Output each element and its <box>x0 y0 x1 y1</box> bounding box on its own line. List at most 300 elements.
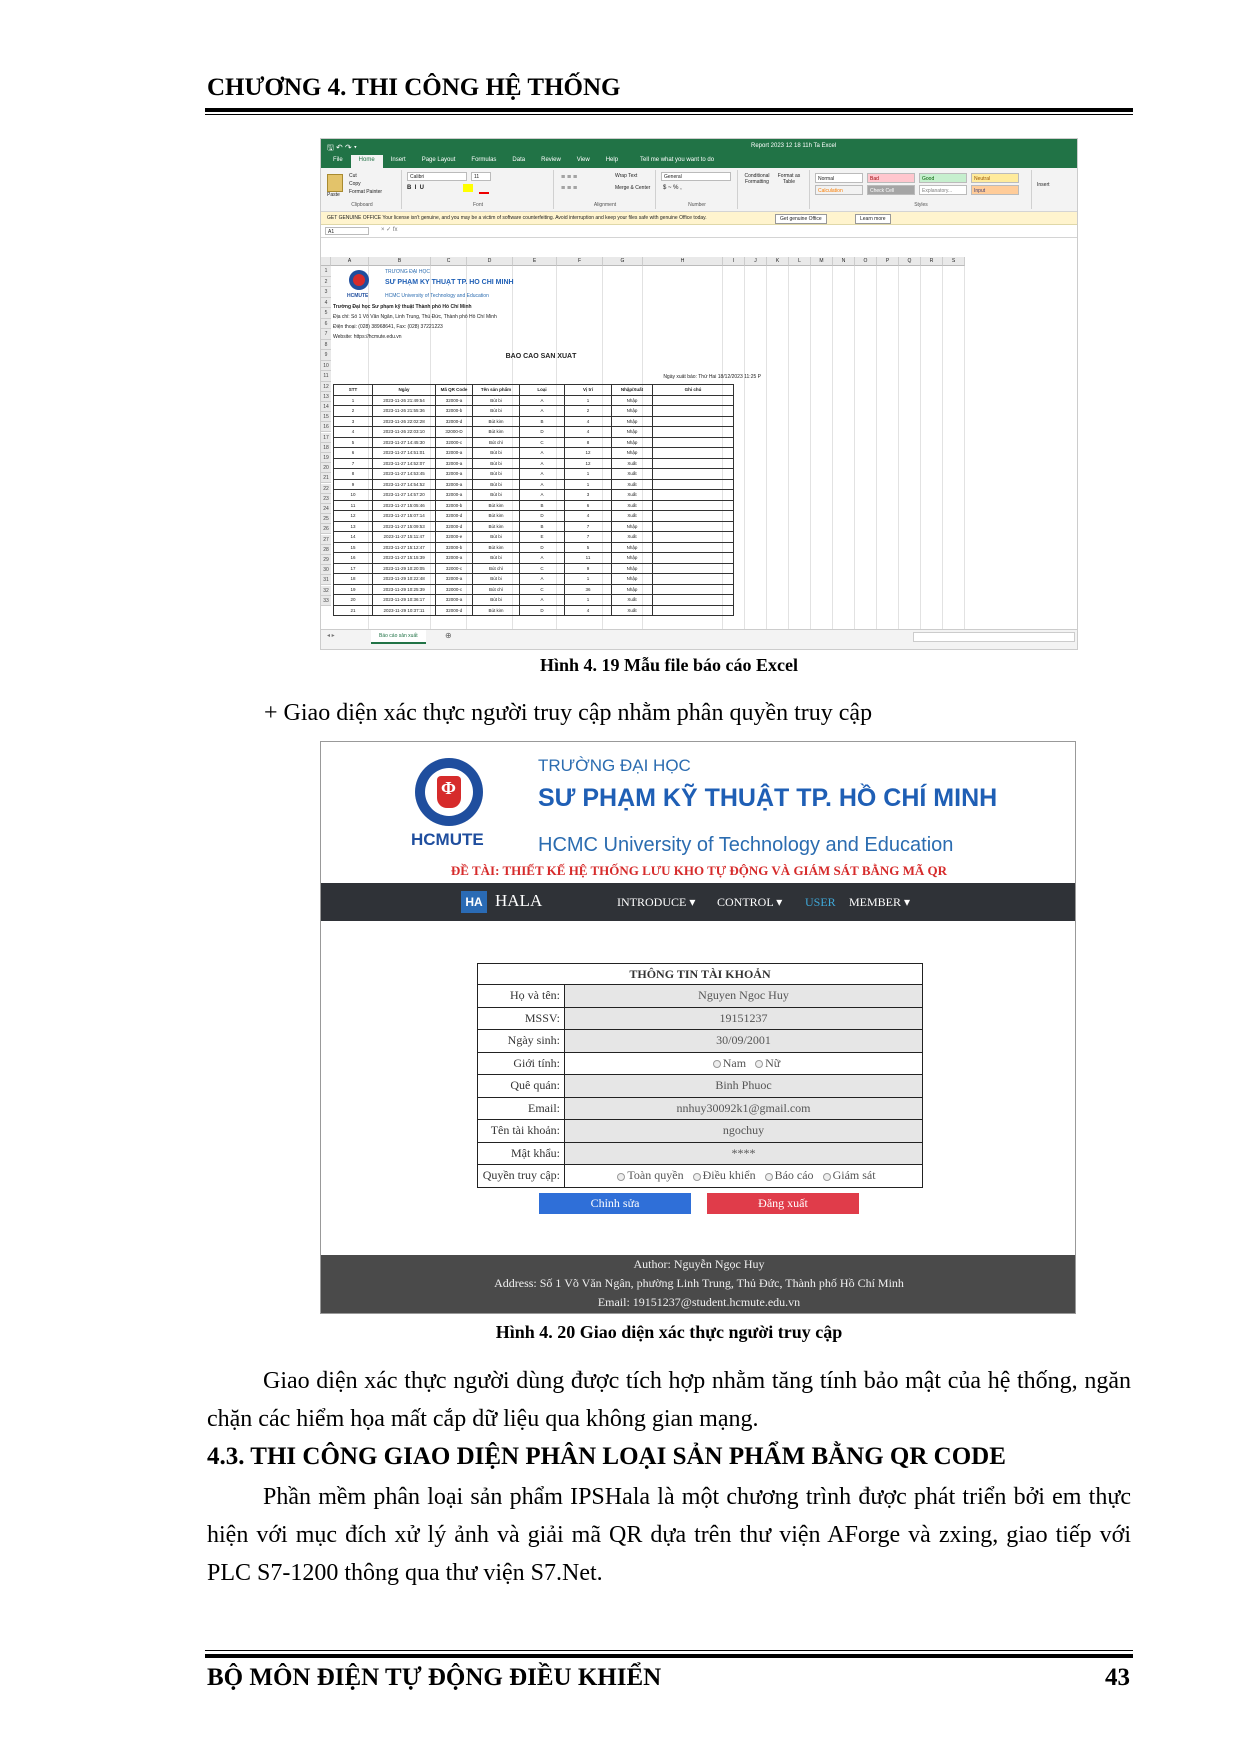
sheet-nav-arrows[interactable]: ◂ ▸ <box>327 633 335 639</box>
table-cell[interactable]: 2 <box>565 406 612 417</box>
table-cell[interactable] <box>653 595 734 606</box>
table-cell[interactable]: Nhập <box>612 584 653 595</box>
row-header[interactable]: 26 <box>321 524 331 534</box>
table-cell[interactable]: B <box>520 521 565 532</box>
table-cell[interactable]: 12 <box>565 458 612 469</box>
merge-center-button[interactable]: Merge & Center <box>615 185 651 191</box>
row-header[interactable]: 9 <box>321 350 331 361</box>
table-cell[interactable]: 13 <box>334 521 373 532</box>
gender-female-radio[interactable] <box>755 1060 763 1068</box>
table-cell[interactable]: 2023-11-26 21:49:54 <box>373 395 436 406</box>
column-header[interactable]: S <box>943 257 965 266</box>
table-cell[interactable]: Bút kim <box>473 500 520 511</box>
table-cell[interactable]: 2023-11-29 10:22:48 <box>373 574 436 585</box>
table-cell[interactable]: Xuất <box>612 469 653 480</box>
paste-icon[interactable] <box>327 174 343 192</box>
table-cell[interactable]: 12 <box>334 511 373 522</box>
table-cell[interactable]: A <box>520 490 565 501</box>
row-header[interactable]: 12 <box>321 382 331 392</box>
table-cell[interactable] <box>653 395 734 406</box>
column-header[interactable]: D <box>467 257 513 266</box>
table-cell[interactable]: 2023-11-27 14:51:01 <box>373 448 436 459</box>
table-cell[interactable]: Bút bi <box>473 458 520 469</box>
table-cell[interactable]: A <box>520 458 565 469</box>
style-input[interactable]: Input <box>971 185 1019 195</box>
nav-control[interactable]: CONTROL ▾ <box>717 895 783 909</box>
table-cell[interactable]: A <box>520 448 565 459</box>
password-field[interactable]: **** <box>565 1142 923 1165</box>
row-header[interactable]: 20 <box>321 463 331 473</box>
gender-male-radio[interactable] <box>713 1060 721 1068</box>
table-cell[interactable] <box>653 521 734 532</box>
number-format-select[interactable]: General <box>661 172 731 181</box>
table-cell[interactable]: Xuất <box>612 500 653 511</box>
column-header[interactable]: H <box>643 257 723 266</box>
table-cell[interactable] <box>653 563 734 574</box>
table-cell[interactable]: 32000-b <box>436 406 473 417</box>
table-cell[interactable]: C <box>520 437 565 448</box>
table-cell[interactable]: Xuất <box>612 595 653 606</box>
table-cell[interactable]: Nhập <box>612 395 653 406</box>
table-cell[interactable]: 2023-11-27 15:07:14 <box>373 511 436 522</box>
table-cell[interactable]: 7 <box>565 521 612 532</box>
table-cell[interactable]: 4 <box>565 427 612 438</box>
table-cell[interactable]: Bút bi <box>473 479 520 490</box>
style-calculation[interactable]: Calculation <box>815 185 863 195</box>
style-good[interactable]: Good <box>919 173 967 183</box>
table-cell[interactable]: 11 <box>334 500 373 511</box>
table-cell[interactable]: 15 <box>334 542 373 553</box>
font-size-select[interactable]: 11 <box>471 172 491 181</box>
row-header[interactable]: 18 <box>321 443 331 453</box>
table-cell[interactable]: Nhập <box>612 542 653 553</box>
table-row <box>334 574 734 585</box>
table-row <box>334 427 734 438</box>
column-header[interactable]: E <box>513 257 557 266</box>
table-cell[interactable] <box>653 448 734 459</box>
tab-insert[interactable]: Insert <box>390 157 406 163</box>
style-bad[interactable]: Bad <box>867 173 915 183</box>
row-header[interactable]: 15 <box>321 412 331 422</box>
style-check-cell[interactable]: Check Cell <box>867 185 915 195</box>
table-cell[interactable]: Bút kim <box>473 416 520 427</box>
row-header[interactable]: 32 <box>321 586 331 596</box>
table-cell[interactable]: 2023-11-26 22:02:28 <box>373 416 436 427</box>
table-cell[interactable]: Xuất <box>612 532 653 543</box>
nav-introduce[interactable]: INTRODUCE ▾ <box>617 895 696 909</box>
table-cell[interactable]: D <box>520 542 565 553</box>
table-cell[interactable] <box>653 574 734 585</box>
table-cell[interactable]: A <box>520 479 565 490</box>
table-cell[interactable]: 2023-11-27 15:12:47 <box>373 542 436 553</box>
quick-access-toolbar[interactable]: 🖫 ↶ ↷ ▾ <box>327 143 357 152</box>
table-cell[interactable]: Nhập <box>612 427 653 438</box>
table-cell[interactable]: 8 <box>334 469 373 480</box>
table-cell[interactable]: 32000-d <box>436 416 473 427</box>
align-icons-2[interactable]: ≡ ≡ ≡ <box>561 185 578 192</box>
row-header[interactable]: 21 <box>321 473 331 483</box>
name-box[interactable]: A1 <box>325 227 369 235</box>
fill-color-icon[interactable] <box>463 184 473 192</box>
table-cell[interactable]: 2023-11-29 10:36:17 <box>373 595 436 606</box>
gender-field <box>565 1052 923 1075</box>
table-cell[interactable]: Xuất <box>612 605 653 616</box>
table-cell[interactable]: Bút bi <box>473 395 520 406</box>
nav-logo-icon[interactable]: HA <box>461 891 487 913</box>
table-cell[interactable]: 9 <box>334 479 373 490</box>
table-cell[interactable]: 32000-a <box>436 469 473 480</box>
tell-me-search[interactable]: Tell me what you want to do <box>640 157 715 163</box>
table-cell[interactable]: Bút bi <box>473 553 520 564</box>
style-explanatory[interactable]: Explanatory... <box>919 185 967 195</box>
row-header[interactable]: 17 <box>321 433 331 443</box>
table-cell[interactable]: 20 <box>334 595 373 606</box>
tab-help[interactable]: Help <box>605 157 619 163</box>
table-cell[interactable]: Bút bi <box>473 532 520 543</box>
row-header[interactable]: 27 <box>321 535 331 545</box>
styles-group <box>811 170 1032 209</box>
table-cell[interactable]: Xuất <box>612 490 653 501</box>
tab-review[interactable]: Review <box>541 157 561 163</box>
table-cell[interactable]: A <box>520 574 565 585</box>
table-cell[interactable]: 32000-a <box>436 490 473 501</box>
row-header[interactable]: 25 <box>321 514 331 524</box>
table-cell[interactable] <box>653 500 734 511</box>
table-cell[interactable]: 10 <box>334 490 373 501</box>
learn-more-button[interactable]: Learn more <box>855 214 891 224</box>
table-row <box>334 458 734 469</box>
row-header[interactable]: 33 <box>321 596 331 606</box>
logout-button[interactable]: Đăng xuất <box>707 1193 859 1214</box>
nav-brand[interactable]: HALA <box>495 891 543 910</box>
table-cell[interactable]: 14 <box>334 532 373 543</box>
wrap-text-button[interactable]: Wrap Text <box>615 173 638 179</box>
table-cell[interactable]: A <box>520 395 565 406</box>
table-cell[interactable]: 4 <box>334 427 373 438</box>
table-cell[interactable]: Bút bi <box>473 595 520 606</box>
row-header[interactable]: 19 <box>321 453 331 463</box>
column-header[interactable]: M <box>811 257 833 266</box>
table-cell[interactable]: 2023-11-27 15:09:53 <box>373 521 436 532</box>
row-header[interactable]: 4 <box>321 298 331 309</box>
table-cell[interactable]: Bút chì <box>473 584 520 595</box>
table-cell[interactable]: 18 <box>334 574 373 585</box>
table-cell[interactable]: Bút chì <box>473 437 520 448</box>
conditional-formatting-button[interactable]: Conditional Formatting <box>744 173 770 185</box>
table-cell[interactable]: Bút chì <box>473 563 520 574</box>
table-cell[interactable]: 2023-11-27 14:45:30 <box>373 437 436 448</box>
column-header[interactable]: F <box>557 257 603 266</box>
table-cell[interactable] <box>653 406 734 417</box>
table-cell[interactable]: Xuất <box>612 511 653 522</box>
table-cell[interactable]: 2023-11-26 21:55:36 <box>373 406 436 417</box>
row-header[interactable]: 31 <box>321 575 331 585</box>
table-cell[interactable]: 5 <box>334 437 373 448</box>
row-header[interactable]: 23 <box>321 494 331 504</box>
column-header[interactable]: P <box>877 257 899 266</box>
tab-page-layout[interactable]: Page Layout <box>421 157 456 163</box>
select-all-corner[interactable] <box>321 257 331 266</box>
table-cell[interactable]: 12 <box>565 448 612 459</box>
table-cell[interactable]: Bút bi <box>473 469 520 480</box>
copy-button[interactable]: Copy <box>349 181 361 187</box>
row-header[interactable]: 14 <box>321 402 331 412</box>
table-cell[interactable] <box>653 584 734 595</box>
table-cell[interactable]: A <box>520 553 565 564</box>
table-cell[interactable]: 1 <box>334 395 373 406</box>
row-header[interactable]: 5 <box>321 308 331 319</box>
footer-email[interactable]: Email: 19151237@student.hcmute.edu.vn <box>597 1295 801 1309</box>
table-cell[interactable]: Bút bi <box>473 490 520 501</box>
table-cell[interactable]: 32000-c <box>436 563 473 574</box>
tab-data[interactable]: Data <box>512 157 526 163</box>
font-name-select[interactable]: Calibri <box>407 172 467 181</box>
email-field[interactable]: nnhuy30092k1@gmail.com <box>565 1097 923 1120</box>
table-cell[interactable]: A <box>520 406 565 417</box>
table-cell[interactable]: A <box>520 595 565 606</box>
license-warning-bar <box>321 212 1077 225</box>
table-cell[interactable]: 32000-b <box>436 500 473 511</box>
table-cell[interactable]: 9 <box>565 563 612 574</box>
row-header[interactable]: 28 <box>321 545 331 555</box>
table-cell[interactable]: 3 <box>565 490 612 501</box>
table-cell[interactable]: 11 <box>565 553 612 564</box>
align-icons[interactable]: ≡ ≡ ≡ <box>561 174 578 181</box>
table-cell[interactable]: 36 <box>565 584 612 595</box>
table-cell[interactable]: 21 <box>334 605 373 616</box>
table-cell[interactable]: 32000-a <box>436 458 473 469</box>
table-cell[interactable]: 7 <box>334 458 373 469</box>
sheet-tab[interactable]: Báo cáo sản xuất <box>371 630 426 644</box>
perm-control-radio[interactable] <box>693 1173 701 1181</box>
table-cell[interactable]: 32000-a <box>436 479 473 490</box>
column-header[interactable]: J <box>745 257 767 266</box>
table-cell[interactable]: B <box>520 500 565 511</box>
table-cell[interactable]: 2023-11-29 10:20:05 <box>373 563 436 574</box>
insert-cells-button[interactable]: Insert <box>1037 182 1050 188</box>
table-cell[interactable]: Bút kim <box>473 511 520 522</box>
table-cell[interactable]: E <box>520 532 565 543</box>
get-genuine-button[interactable]: Get genuine Office <box>775 214 827 224</box>
number-icons[interactable]: $ ~ % , <box>663 185 682 191</box>
tab-home[interactable]: Home <box>351 155 383 168</box>
row-header[interactable]: 3 <box>321 287 331 298</box>
table-cell[interactable]: 32000-c <box>436 584 473 595</box>
table-cell[interactable]: Nhập <box>612 521 653 532</box>
table-cell[interactable]: Nhập <box>612 416 653 427</box>
table-cell[interactable] <box>653 427 734 438</box>
table-cell[interactable]: 8 <box>565 437 612 448</box>
table-cell[interactable]: 6 <box>334 448 373 459</box>
row-header[interactable]: 24 <box>321 504 331 514</box>
style-normal[interactable]: Normal <box>815 173 863 183</box>
horizontal-scrollbar[interactable] <box>913 632 1075 642</box>
table-cell[interactable]: D <box>520 427 565 438</box>
table-cell[interactable]: Nhập <box>612 437 653 448</box>
table-cell[interactable]: Nhập <box>612 563 653 574</box>
project-topic: ĐỀ TÀI: THIẾT KẾ HỆ THỐNG LƯU KHO TỰ ĐỘNG VÀ GIÁM SÁT BẰNG MÃ QR <box>450 863 948 878</box>
table-cell[interactable]: 2023-11-27 15:05:46 <box>373 500 436 511</box>
column-header[interactable]: G <box>603 257 643 266</box>
row-header[interactable]: 8 <box>321 340 331 351</box>
table-cell[interactable]: Xuất <box>612 458 653 469</box>
table-cell[interactable]: Nhập <box>612 448 653 459</box>
table-cell[interactable]: 2023-11-27 14:54:52 <box>373 479 436 490</box>
row-header[interactable]: 11 <box>321 371 331 382</box>
table-cell[interactable]: 32000-D <box>436 427 473 438</box>
username-field[interactable]: ngochuy <box>565 1120 923 1143</box>
table-cell[interactable] <box>653 605 734 616</box>
table-cell[interactable]: 32000-a <box>436 574 473 585</box>
student-id-field[interactable]: 19151237 <box>565 1007 923 1030</box>
row-header[interactable]: 13 <box>321 392 331 402</box>
table-row <box>334 584 734 595</box>
table-cell[interactable]: 32000-e <box>436 532 473 543</box>
table-cell[interactable]: Nhập <box>612 553 653 564</box>
excel-screenshot <box>320 138 1078 650</box>
column-header[interactable]: R <box>921 257 943 266</box>
birthdate-field[interactable]: 30/09/2001 <box>565 1030 923 1053</box>
tab-formulas[interactable]: Formulas <box>471 157 497 163</box>
table-cell[interactable]: Bút kim <box>473 427 520 438</box>
table-cell[interactable] <box>653 437 734 448</box>
table-cell[interactable]: 32000-a <box>436 595 473 606</box>
fullname-field[interactable]: Nguyen Ngoc Huy <box>565 985 923 1008</box>
table-cell[interactable]: 32000-c <box>436 437 473 448</box>
table-cell[interactable]: 2023-11-29 10:37:11 <box>373 605 436 616</box>
table-cell[interactable]: Nhập <box>612 406 653 417</box>
format-as-table-button[interactable]: Format as Table <box>777 173 801 185</box>
edit-button[interactable]: Chỉnh sửa <box>539 1193 691 1214</box>
table-cell[interactable] <box>653 416 734 427</box>
table-cell[interactable]: Xuất <box>612 479 653 490</box>
table-cell[interactable]: 1 <box>565 595 612 606</box>
table-cell[interactable]: 2023-11-27 14:52:07 <box>373 458 436 469</box>
column-header[interactable]: N <box>833 257 855 266</box>
table-cell[interactable]: Nhập <box>612 574 653 585</box>
table-cell[interactable]: 2023-11-27 14:53:45 <box>373 469 436 480</box>
row-header[interactable]: 10 <box>321 361 331 372</box>
table-cell[interactable] <box>653 469 734 480</box>
cut-button[interactable]: Cut <box>349 173 357 179</box>
table-cell[interactable]: C <box>520 584 565 595</box>
column-header[interactable]: I <box>723 257 745 266</box>
table-cell[interactable]: D <box>520 605 565 616</box>
font-color-icon[interactable] <box>479 184 489 194</box>
table-cell[interactable] <box>653 511 734 522</box>
format-painter-button[interactable]: Format Painter <box>349 189 383 195</box>
hometown-field[interactable]: Binh Phuoc <box>565 1075 923 1098</box>
table-cell[interactable]: 5 <box>565 542 612 553</box>
column-header[interactable]: O <box>855 257 877 266</box>
table-cell[interactable]: 19 <box>334 584 373 595</box>
table-cell[interactable]: 1 <box>565 469 612 480</box>
nav-user[interactable]: USER <box>805 895 836 909</box>
table-cell[interactable]: 1 <box>565 479 612 490</box>
table-cell[interactable]: D <box>520 511 565 522</box>
row-header[interactable]: 29 <box>321 555 331 565</box>
add-sheet-icon[interactable]: ⊕ <box>445 631 452 640</box>
table-cell[interactable]: 32000-a <box>436 448 473 459</box>
table-cell[interactable]: 16 <box>334 553 373 564</box>
table-cell[interactable]: 2023-11-27 15:11:47 <box>373 532 436 543</box>
table-cell[interactable] <box>653 553 734 564</box>
table-cell[interactable]: 32000-d <box>436 511 473 522</box>
column-header[interactable]: B <box>369 257 431 266</box>
table-cell[interactable]: A <box>520 469 565 480</box>
table-cell[interactable]: 1 <box>565 574 612 585</box>
table-cell[interactable]: C <box>520 563 565 574</box>
table-cell[interactable]: Bút bi <box>473 406 520 417</box>
table-cell[interactable]: B <box>520 416 565 427</box>
table-cell[interactable]: 4 <box>565 605 612 616</box>
table-cell[interactable]: 4 <box>565 416 612 427</box>
paste-label: Paste <box>327 192 340 198</box>
row-header[interactable]: 2 <box>321 277 331 288</box>
worksheet-grid[interactable] <box>321 257 1077 629</box>
table-cell[interactable] <box>653 458 734 469</box>
row-header[interactable]: 6 <box>321 319 331 330</box>
table-cell[interactable]: 2023-11-26 22:03:10 <box>373 427 436 438</box>
table-cell[interactable]: 6 <box>565 500 612 511</box>
row-header[interactable]: 22 <box>321 484 331 494</box>
table-cell[interactable]: Bút kim <box>473 605 520 616</box>
table-cell[interactable] <box>653 479 734 490</box>
table-cell[interactable]: 2023-11-27 14:57:20 <box>373 490 436 501</box>
bold-italic-underline[interactable]: B I U <box>407 185 425 191</box>
column-header[interactable]: Q <box>899 257 921 266</box>
table-cell[interactable]: 3 <box>334 416 373 427</box>
tab-file[interactable]: File <box>333 157 343 163</box>
perm-monitor-radio[interactable] <box>823 1173 831 1181</box>
perm-report-radio[interactable] <box>765 1173 773 1181</box>
table-cell[interactable]: 32000-d <box>436 605 473 616</box>
column-header[interactable]: L <box>789 257 811 266</box>
table-header-cell: STT <box>334 385 373 396</box>
row-header[interactable]: 16 <box>321 422 331 432</box>
table-cell[interactable]: 4 <box>565 511 612 522</box>
table-cell[interactable]: 7 <box>565 532 612 543</box>
style-neutral[interactable]: Neutral <box>971 173 1019 183</box>
table-cell[interactable]: 2023-11-29 10:25:39 <box>373 584 436 595</box>
table-cell[interactable]: 1 <box>565 395 612 406</box>
table-cell[interactable]: 32000-a <box>436 553 473 564</box>
table-cell[interactable]: 32000-a <box>436 395 473 406</box>
table-cell[interactable]: 2 <box>334 406 373 417</box>
nav-member[interactable]: MEMBER ▾ <box>849 895 911 909</box>
table-cell[interactable]: Bút bi <box>473 574 520 585</box>
table-cell[interactable]: 32000-d <box>436 521 473 532</box>
formula-icons[interactable]: × ✓ fx <box>381 227 398 233</box>
table-cell[interactable]: Bút kim <box>473 542 520 553</box>
table-cell[interactable]: 32000-b <box>436 542 473 553</box>
table-cell[interactable]: Bút kim <box>473 521 520 532</box>
table-cell[interactable]: 17 <box>334 563 373 574</box>
table-cell[interactable] <box>653 490 734 501</box>
column-header[interactable]: A <box>331 257 369 266</box>
column-header[interactable]: K <box>767 257 789 266</box>
row-header[interactable]: 30 <box>321 565 331 575</box>
row-header[interactable]: 1 <box>321 266 331 277</box>
perm-full-radio[interactable] <box>617 1173 625 1181</box>
row-header[interactable]: 7 <box>321 329 331 340</box>
table-cell[interactable] <box>653 532 734 543</box>
table-cell[interactable] <box>653 542 734 553</box>
table-cell[interactable]: Bút bi <box>473 448 520 459</box>
table-cell[interactable]: 2023-11-27 15:15:39 <box>373 553 436 564</box>
column-header[interactable]: C <box>431 257 467 266</box>
tab-view[interactable]: View <box>576 157 590 163</box>
